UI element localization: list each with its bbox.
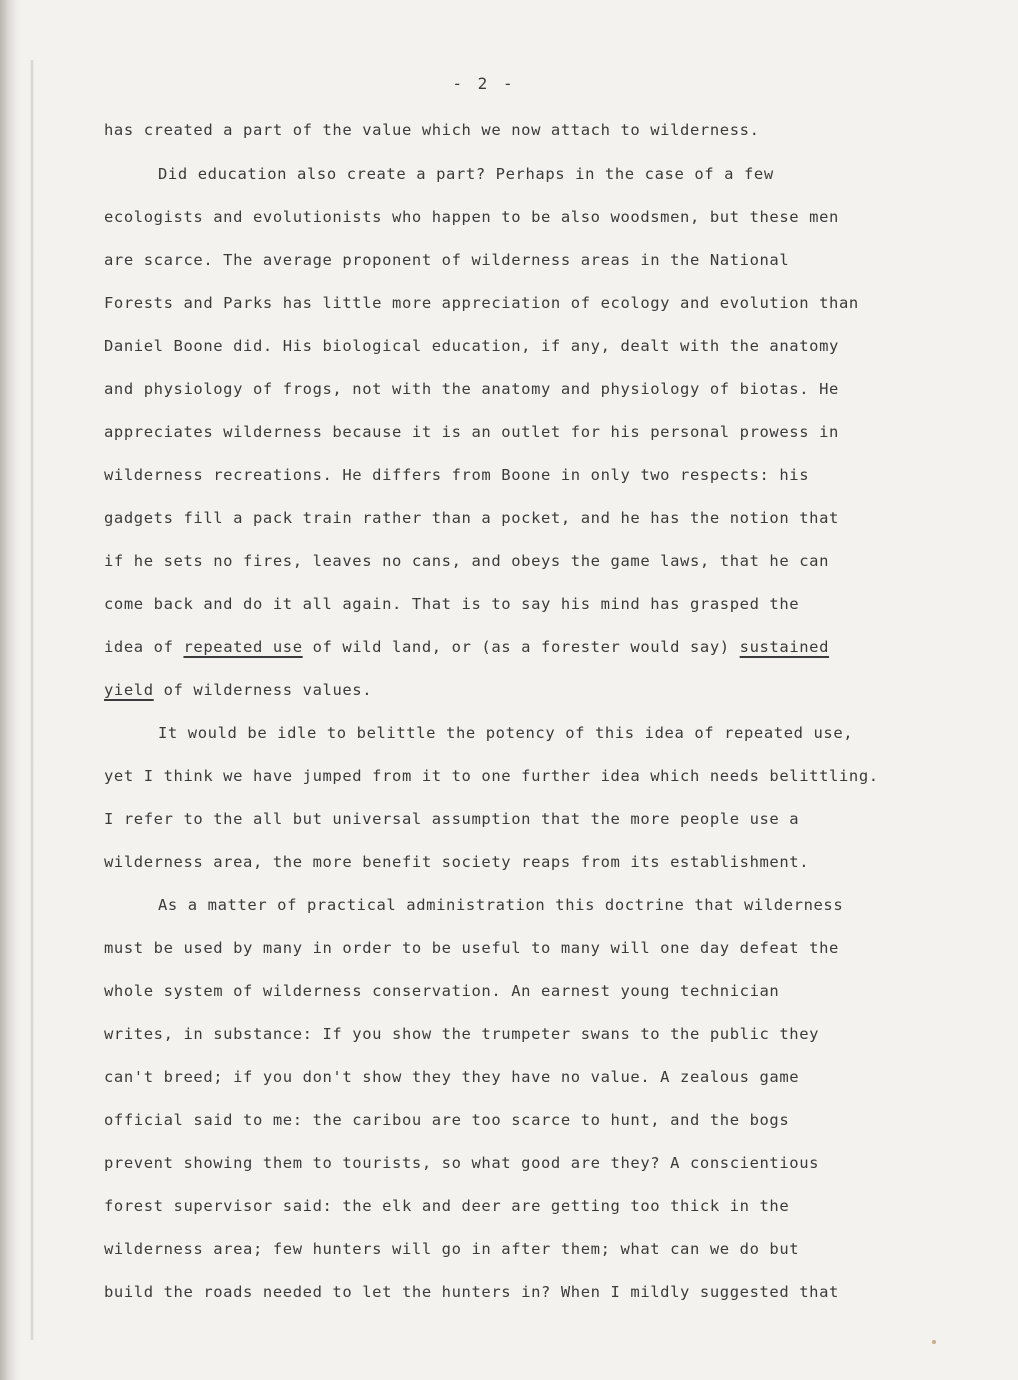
underlined-term: repeated use <box>183 638 303 656</box>
text-line: gadgets fill a pack train rather than a pocket, and he has the notion that <box>104 509 839 527</box>
text-line: wilderness area, the more benefit society reaps from its establishment. <box>104 853 810 871</box>
text-line: come back and do it all again. That is to say his mind has grasped the <box>104 595 800 613</box>
text-line: forest supervisor said: the elk and deer are getting too thick in the <box>104 1197 790 1215</box>
underlined-term: sustained <box>739 638 830 656</box>
text-line: has created a part of the value which we now attach to wilderness. <box>104 121 760 139</box>
text-line: I refer to the all but universal assumption that the more people use a <box>104 810 800 828</box>
text-line: Daniel Boone did. His biological education, if any, dealt with the anatomy <box>104 337 839 355</box>
text-line-underlined <box>104 680 372 700</box>
text-line: As a matter of practical administration this doctrine that wilderness <box>158 896 844 914</box>
text-segment: idea of <box>104 638 184 656</box>
text-line: are scarce. The average proponent of wilderness areas in the National <box>104 251 790 269</box>
text-line-underlined <box>104 637 829 657</box>
text-line: yet I think we have jumped from it to one further idea which needs belittling. <box>104 767 879 785</box>
text-line: if he sets no fires, leaves no cans, and obeys the game laws, that he can <box>104 552 830 570</box>
text-line: can't breed; if you don't show they they have no value. A zealous game <box>104 1068 800 1086</box>
text-segment: of wild land, or (as a forester would say) <box>302 638 740 656</box>
text-line: Did education also create a part? Perhaps in the case of a few <box>158 165 774 183</box>
text-line: wilderness area; few hunters will go in after them; what can we do but <box>104 1240 800 1258</box>
text-line: must be used by many in order to be useful to many will one day defeat the <box>104 939 839 957</box>
text-line: build the roads needed to let the hunters in? When I mildly suggested that <box>104 1283 839 1301</box>
underlined-term: yield <box>104 681 154 699</box>
text-segment: of wilderness values. <box>153 681 373 699</box>
page-number: - 2 - <box>452 74 516 93</box>
text-line: whole system of wilderness conservation. An earnest young technician <box>104 982 780 1000</box>
text-line: official said to me: the caribou are too scarce to hunt, and the bogs <box>104 1111 790 1129</box>
text-line: ecologists and evolutionists who happen to be also woodsmen, but these men <box>104 208 839 226</box>
text-line: Forests and Parks has little more appreciation of ecology and evolution than <box>104 294 859 312</box>
text-line: prevent showing them to tourists, so what good are they? A conscientious <box>104 1154 820 1172</box>
text-line: and physiology of frogs, not with the anatomy and physiology of biotas. He <box>104 380 839 398</box>
text-line: writes, in substance: If you show the trumpeter swans to the public they <box>104 1025 820 1043</box>
text-line: It would be idle to belittle the potency of this idea of repeated use, <box>158 724 854 742</box>
text-line: wilderness recreations. He differs from Boone in only two respects: his <box>104 466 810 484</box>
text-line: appreciates wilderness because it is an outlet for his personal prowess in <box>104 423 839 441</box>
paper-speck <box>932 1340 936 1344</box>
